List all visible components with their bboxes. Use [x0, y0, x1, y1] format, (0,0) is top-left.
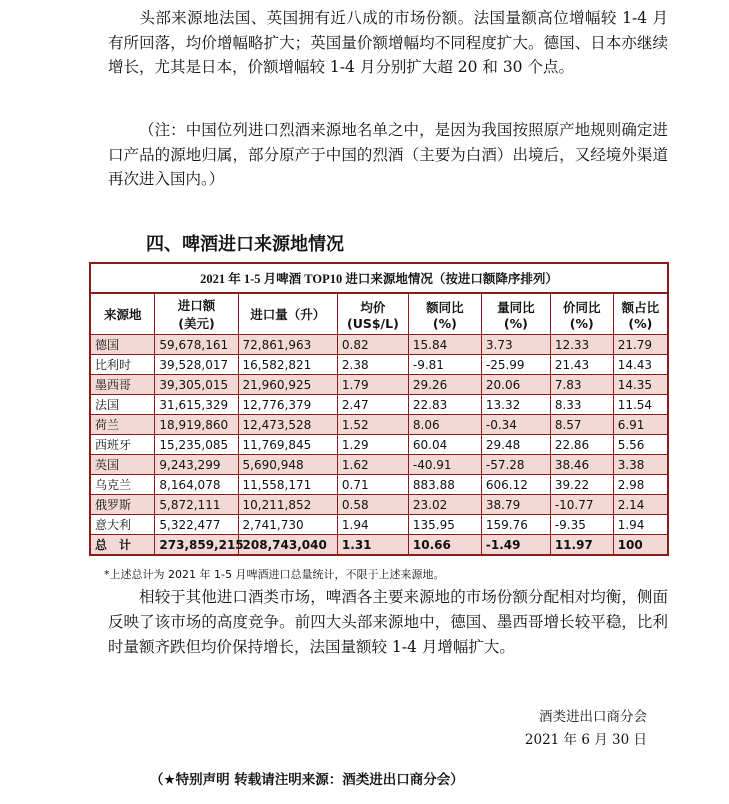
value-cell: 1.62: [337, 455, 408, 475]
origin-cell: 乌克兰: [90, 475, 155, 495]
section-title: 四、啤酒进口来源地情况: [146, 234, 344, 255]
total-row: [90, 535, 668, 556]
value-cell: 8.57: [550, 415, 613, 435]
origin-cell: 英国: [90, 455, 155, 475]
table-row: [90, 355, 668, 375]
table-row: [90, 375, 668, 395]
origin-cell: 俄罗斯: [90, 495, 155, 515]
intro-paragraph: [108, 6, 668, 80]
table-row: [90, 335, 668, 355]
origin-cell: 西班牙: [90, 435, 155, 455]
total-value: 208,743,040: [238, 535, 337, 556]
value-cell: 8.33: [550, 395, 613, 415]
value-cell: 15.84: [408, 335, 481, 355]
value-cell: 29.26: [408, 375, 481, 395]
value-cell: 0.82: [337, 335, 408, 355]
analysis-text: 相较于其他进口酒类市场，啤酒各主要来源地的市场份额分配相对均衡，侧面反映了该市场的高度竞争。前四大头部来源地中，德国、墨西哥增长较平稳，比利时量额齐跌但均价保持增长，法国量额较 1-4 月增幅扩大。: [108, 588, 668, 656]
value-cell: 8.06: [408, 415, 481, 435]
value-cell: 38.79: [481, 495, 550, 515]
value-cell: 21.79: [613, 335, 668, 355]
value-cell: 23.02: [408, 495, 481, 515]
value-cell: 39,528,017: [155, 355, 238, 375]
analysis-paragraph: [108, 585, 668, 660]
table-row: [90, 495, 668, 515]
value-cell: 39.22: [550, 475, 613, 495]
value-cell: 5,872,111: [155, 495, 238, 515]
value-cell: 1.79: [337, 375, 408, 395]
value-cell: 5.56: [613, 435, 668, 455]
value-cell: 29.48: [481, 435, 550, 455]
value-cell: 39,305,015: [155, 375, 238, 395]
value-cell: 72,861,963: [238, 335, 337, 355]
table-row: [90, 455, 668, 475]
value-cell: 5,690,948: [238, 455, 337, 475]
value-cell: 14.35: [613, 375, 668, 395]
value-cell: 2.38: [337, 355, 408, 375]
value-cell: 7.83: [550, 375, 613, 395]
copyright-declaration: （★特别声明 转载请注明来源：酒类进出口商分会）: [150, 772, 464, 788]
column-header: 来源地: [90, 293, 155, 335]
table-header-row: [90, 293, 668, 335]
value-cell: -57.28: [481, 455, 550, 475]
origin-cell: 荷兰: [90, 415, 155, 435]
value-cell: 15,235,085: [155, 435, 238, 455]
value-cell: 22.83: [408, 395, 481, 415]
origin-cell: 法国: [90, 395, 155, 415]
value-cell: 21,960,925: [238, 375, 337, 395]
value-cell: 11.54: [613, 395, 668, 415]
value-cell: 12,473,528: [238, 415, 337, 435]
value-cell: 0.71: [337, 475, 408, 495]
value-cell: 1.29: [337, 435, 408, 455]
column-header: 均价 (US$/L): [337, 293, 408, 335]
value-cell: -9.81: [408, 355, 481, 375]
total-value: -1.49: [481, 535, 550, 556]
value-cell: 5,322,477: [155, 515, 238, 535]
total-value: 11.97: [550, 535, 613, 556]
column-header: 额同比 (%): [408, 293, 481, 335]
value-cell: 135.95: [408, 515, 481, 535]
table-body: [90, 335, 668, 556]
value-cell: 11,769,845: [238, 435, 337, 455]
table-row: [90, 515, 668, 535]
value-cell: 606.12: [481, 475, 550, 495]
beer-import-table: [89, 262, 669, 556]
value-cell: 9,243,299: [155, 455, 238, 475]
origin-cell: 意大利: [90, 515, 155, 535]
value-cell: 159.76: [481, 515, 550, 535]
value-cell: 20.06: [481, 375, 550, 395]
value-cell: 18,919,860: [155, 415, 238, 435]
value-cell: -9.35: [550, 515, 613, 535]
note-paragraph: [108, 118, 668, 192]
value-cell: 1.94: [613, 515, 668, 535]
value-cell: -25.99: [481, 355, 550, 375]
column-header: 量同比 (%): [481, 293, 550, 335]
total-value: 10.66: [408, 535, 481, 556]
value-cell: 59,678,161: [155, 335, 238, 355]
value-cell: 60.04: [408, 435, 481, 455]
value-cell: 3.38: [613, 455, 668, 475]
table-row: [90, 475, 668, 495]
value-cell: 13.32: [481, 395, 550, 415]
value-cell: 21.43: [550, 355, 613, 375]
table-footnote: *上述总计为 2021 年 1-5 月啤酒进口总量统计，不限于上述来源地。: [104, 568, 445, 581]
value-cell: 10,211,852: [238, 495, 337, 515]
value-cell: 1.94: [337, 515, 408, 535]
signature-org: 酒类进出口商分会: [539, 709, 647, 725]
value-cell: 3.73: [481, 335, 550, 355]
note-text: （注：中国位列进口烈酒来源地名单之中，是因为我国按照原产地规则确定进口产品的源地归属，部分原产于中国的烈酒（主要为白酒）出境后，又经境外渠道再次进入国内。）: [108, 121, 668, 188]
value-cell: 12,776,379: [238, 395, 337, 415]
value-cell: 16,582,821: [238, 355, 337, 375]
table-caption: 2021 年 1-5 月啤酒 TOP10 进口来源地情况（按进口额降序排列）: [89, 262, 669, 292]
value-cell: 2.14: [613, 495, 668, 515]
value-cell: 2,741,730: [238, 515, 337, 535]
column-header: 进口额 (美元): [155, 293, 238, 335]
origin-cell: 德国: [90, 335, 155, 355]
value-cell: 0.58: [337, 495, 408, 515]
signature-date: 2021 年 6 月 30 日: [524, 732, 647, 748]
value-cell: 1.52: [337, 415, 408, 435]
origin-cell: 比利时: [90, 355, 155, 375]
table-row: [90, 415, 668, 435]
value-cell: 38.46: [550, 455, 613, 475]
value-cell: 11,558,171: [238, 475, 337, 495]
value-cell: -10.77: [550, 495, 613, 515]
intro-text: 头部来源地法国、英国拥有近八成的市场份额。法国量额高位增幅较 1-4 月有所回落，均价增幅略扩大；英国量价额增幅均不同程度扩大。德国、日本亦继续增长，尤其是日本，价额增幅较 1-4 月分别扩大超 20 和 30 个点。: [108, 9, 668, 76]
total-value: 100: [613, 535, 668, 556]
value-cell: 14.43: [613, 355, 668, 375]
column-header: 进口量（升）: [238, 293, 337, 335]
total-value: 273,859,215: [155, 535, 238, 556]
value-cell: 8,164,078: [155, 475, 238, 495]
value-cell: -0.34: [481, 415, 550, 435]
value-cell: 883.88: [408, 475, 481, 495]
value-cell: 31,615,329: [155, 395, 238, 415]
column-header: 价同比 (%): [550, 293, 613, 335]
total-value: 1.31: [337, 535, 408, 556]
value-cell: -40.91: [408, 455, 481, 475]
value-cell: 2.98: [613, 475, 668, 495]
value-cell: 12.33: [550, 335, 613, 355]
origin-cell: 墨西哥: [90, 375, 155, 395]
value-cell: 2.47: [337, 395, 408, 415]
value-cell: 22.86: [550, 435, 613, 455]
signature-block: [525, 706, 647, 752]
table-row: [90, 435, 668, 455]
column-header: 额占比 (%): [613, 293, 668, 335]
table-row: [90, 395, 668, 415]
value-cell: 6.91: [613, 415, 668, 435]
total-label: 总 计: [90, 535, 155, 556]
